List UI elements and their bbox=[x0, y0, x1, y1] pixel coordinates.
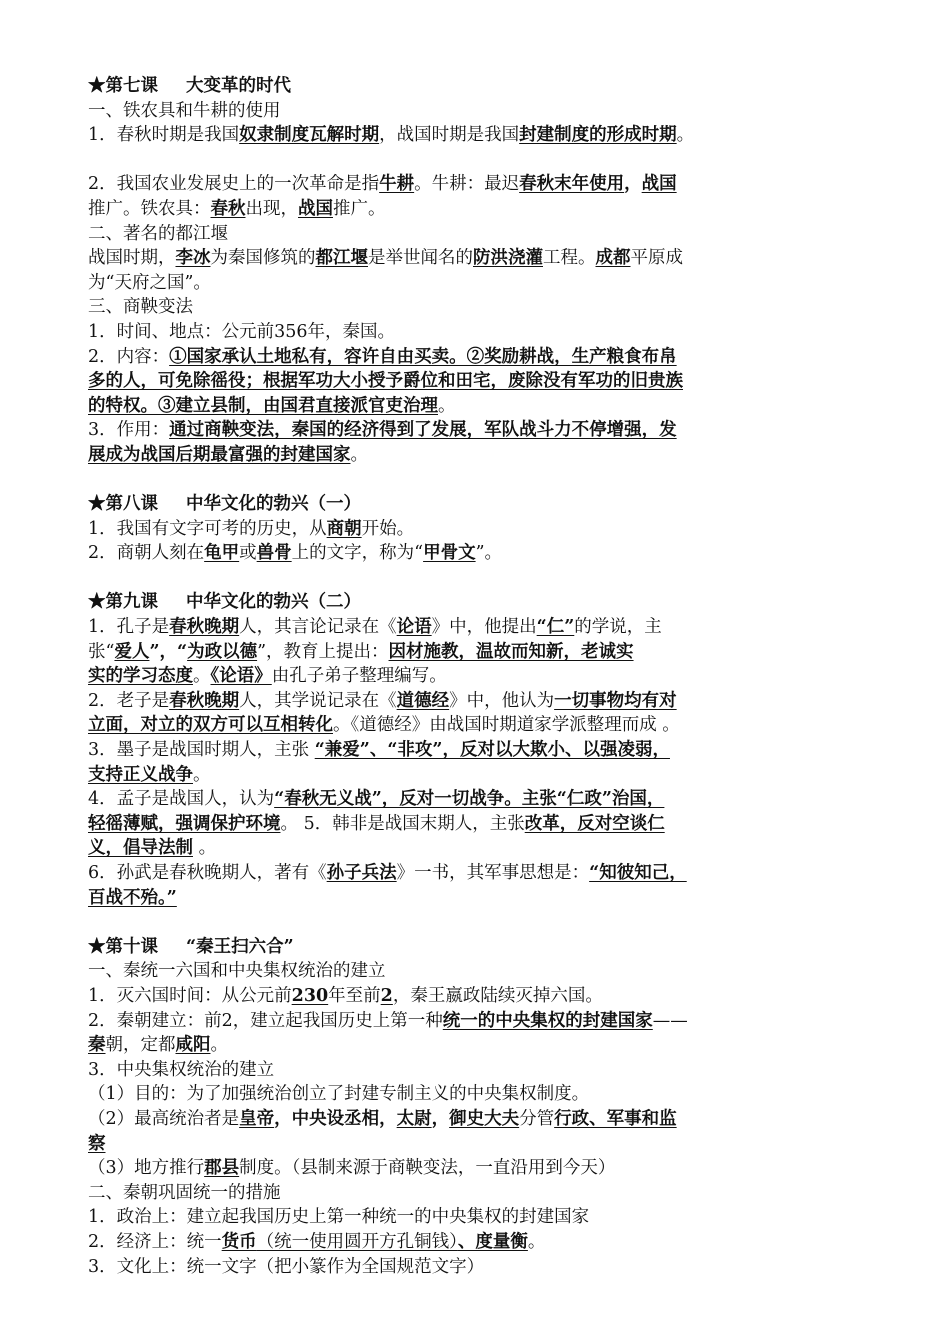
key-term: 孙子兵法 bbox=[326, 863, 397, 883]
text: 4．孟子是战国人，认为 bbox=[88, 789, 275, 810]
text: 。 bbox=[210, 1035, 228, 1056]
text: 年至前 bbox=[328, 985, 381, 1006]
lesson9-para-2-cont bbox=[88, 713, 878, 738]
text: 1．灭六国时间：从公元前 bbox=[88, 985, 292, 1006]
text: 出现， bbox=[245, 198, 298, 219]
text: 。 bbox=[527, 1231, 546, 1252]
lesson7-name: 大变革的时代 bbox=[186, 76, 291, 96]
lesson10-heading-1: 一、秦统一六国和中央集权统治的建立 bbox=[88, 961, 386, 982]
lesson9-para-5 bbox=[88, 861, 878, 886]
lesson9-para-5-cont bbox=[88, 886, 878, 911]
text: 朝，定都 bbox=[105, 1035, 176, 1056]
text: 1．我国有文字可考的历史，从 bbox=[88, 518, 327, 539]
text: ，秦王嬴政陆续灭掉六国。 bbox=[392, 985, 603, 1006]
lesson8-name: 中华文化的勃兴（一） bbox=[186, 494, 361, 515]
lesson10-para-7: 1．政治上：建立起我国历史上第一种统一的中央集权的封建国家 bbox=[88, 1207, 590, 1228]
lesson7-heading-3: 三、商鞅变法 bbox=[88, 297, 193, 318]
key-term: “仁” bbox=[536, 617, 575, 638]
lesson10-para-3: 3．中央集权统治的建立 bbox=[88, 1059, 275, 1080]
key-term: “知彼知己， bbox=[589, 863, 687, 883]
text: 3．作用： bbox=[88, 420, 170, 441]
lesson9-para-1-cont2 bbox=[88, 664, 878, 689]
key-term: 立面，对立的双方可以互相转化 bbox=[88, 715, 333, 736]
key-term: 都江堰 bbox=[315, 248, 368, 269]
lesson7-heading-1: 一、铁农具和牛耕的使用 bbox=[88, 100, 281, 121]
lesson10-heading-2: 二、秦朝巩固统一的措施 bbox=[88, 1182, 281, 1203]
key-term: 春秋末年使用 bbox=[519, 174, 625, 195]
lesson10-para-5-cont bbox=[88, 1132, 878, 1157]
lesson8-title bbox=[88, 492, 878, 517]
text: 平原成 bbox=[630, 248, 683, 269]
lesson9-number: ★第九课 bbox=[88, 592, 158, 613]
text: ”，教育上提出： bbox=[257, 641, 389, 662]
lesson7-para-1 bbox=[88, 123, 878, 148]
lesson9-para-4-cont2 bbox=[88, 836, 878, 861]
key-term: 爱人 bbox=[114, 641, 150, 662]
key-term: 封建制度的形成时期 bbox=[519, 125, 677, 146]
lesson10-name: “秦王扫六合” bbox=[186, 936, 294, 957]
key-term: 御史大夫 bbox=[449, 1108, 520, 1129]
lesson10-para-2 bbox=[88, 1009, 878, 1034]
text: 或 bbox=[239, 543, 257, 564]
key-term: 李冰 bbox=[175, 248, 211, 269]
key-term: 一切事物均有对 bbox=[554, 690, 677, 711]
key-term: 展成为战国后期最富强的封建国家 bbox=[88, 444, 351, 465]
text: 》中，他提出 bbox=[431, 617, 537, 638]
lesson7-para-2-cont bbox=[88, 197, 878, 222]
text: 上的文字，称为“ bbox=[291, 543, 424, 564]
text: 制度。（县制来源于商鞅变法，一直沿用到今天） bbox=[239, 1158, 616, 1179]
text: 》中，他认为 bbox=[449, 690, 555, 711]
lesson7-para-5-cont2 bbox=[88, 394, 878, 419]
lesson7-para-6-cont bbox=[88, 443, 878, 468]
lesson7-para-5 bbox=[88, 345, 878, 370]
key-term: 春秋 bbox=[210, 198, 246, 219]
lesson9-title bbox=[88, 590, 878, 615]
text: 张“ bbox=[88, 641, 115, 662]
key-term: 多的人，可免除徭役；根据军功大小授予爵位和田宅，废除没有军功的旧贵族 bbox=[88, 371, 683, 392]
text: 。牛耕：最迟 bbox=[414, 174, 520, 195]
text: 1．春秋时期是我国 bbox=[88, 125, 240, 146]
text: 2．商朝人刻在 bbox=[88, 543, 205, 564]
text: （3）地方推行 bbox=[88, 1158, 205, 1179]
lesson9-para-1 bbox=[88, 615, 878, 640]
underlined-text: （统一使用圆开方孔铜钱） bbox=[256, 1231, 458, 1252]
text: 2．老子是 bbox=[88, 690, 170, 711]
lesson7-para-2 bbox=[88, 172, 878, 197]
lesson7-para-3-cont: 为“天府之国”。 bbox=[88, 272, 211, 293]
lesson10-para-4: （1）目的：为了加强统治创立了封建专制主义的中央集权制度。 bbox=[88, 1084, 590, 1105]
key-term: 兽骨 bbox=[256, 543, 292, 564]
text: ， bbox=[624, 174, 642, 195]
text: ”。 bbox=[475, 543, 503, 564]
blank-line bbox=[88, 566, 878, 591]
document-page bbox=[88, 74, 878, 1279]
key-term: 义，倡导法制 bbox=[88, 838, 193, 859]
key-term: 轻徭薄赋，强调保护环境 bbox=[88, 813, 281, 834]
key-term: 为政以德 bbox=[187, 641, 258, 662]
key-term: 统一的中央集权的封建国家 bbox=[442, 1010, 653, 1031]
lesson9-para-4 bbox=[88, 787, 878, 812]
lesson10-para-5 bbox=[88, 1107, 878, 1132]
key-term: 春秋晚期 bbox=[169, 690, 240, 711]
key-term: 支持正义战争 bbox=[88, 764, 193, 785]
text: 推广。铁农具： bbox=[88, 198, 211, 219]
lesson8-para-1 bbox=[88, 517, 878, 542]
key-term: 春秋晚期 bbox=[169, 617, 240, 638]
lesson10-title bbox=[88, 935, 878, 960]
key-term: ①国家承认土地私有，容许自由买卖。②奖励耕战，生产粮食布帛 bbox=[169, 346, 677, 367]
lesson7-para-5-cont bbox=[88, 369, 878, 394]
blank-line bbox=[88, 148, 878, 173]
text: 3．墨子是战国时期人，主张 bbox=[88, 740, 315, 761]
text: 战国时期， bbox=[88, 248, 176, 269]
text: 推广。 bbox=[333, 198, 386, 219]
text: 为秦国修筑的 bbox=[210, 248, 316, 269]
text: 。 5．韩非是战国末期人，主张 bbox=[280, 813, 525, 834]
lesson9-para-3-cont bbox=[88, 763, 878, 788]
key-term: 通过商鞅变法，秦国的经济得到了发展，军队战斗力不停增强，发 bbox=[169, 420, 677, 441]
key-term: “兼爱”、“非攻”，反对以大欺小、以强凌弱， bbox=[314, 740, 670, 761]
key-term: 行政、军事和监 bbox=[554, 1108, 677, 1129]
text: 6．孙武是春秋晚期人，著有《 bbox=[88, 863, 327, 883]
key-term: 实的学习态度 bbox=[88, 666, 193, 687]
text: 。 bbox=[193, 838, 217, 859]
key-term: “春秋无义战”，反对一切战争。主张“仁政”治国， bbox=[274, 789, 665, 810]
text: 》一书，其军事思想是： bbox=[396, 863, 590, 883]
key-term: 的特权。③建立县制，由国君直接派官吏治理 bbox=[88, 395, 438, 416]
text: 。 bbox=[438, 395, 456, 416]
text: ，战国时期是我国 bbox=[379, 125, 520, 146]
key-term: 牛耕 bbox=[379, 174, 415, 195]
lesson7-title bbox=[88, 74, 878, 99]
text: —— bbox=[652, 1010, 688, 1031]
key-term: 成都 bbox=[595, 248, 631, 269]
key-term: 太尉 bbox=[396, 1108, 432, 1129]
key-term: 郡县 bbox=[204, 1158, 240, 1179]
key-term: 道德经 bbox=[396, 690, 450, 711]
key-term: 2 bbox=[380, 985, 393, 1006]
blank-line bbox=[88, 910, 878, 935]
key-term: 百战不殆。” bbox=[88, 887, 177, 908]
key-term: 《论语》 bbox=[210, 666, 272, 687]
key-term: 咸阳 bbox=[175, 1035, 211, 1056]
lesson9-para-1-cont bbox=[88, 640, 878, 665]
key-term: 甲骨文 bbox=[423, 543, 476, 564]
lesson9-name: 中华文化的勃兴（二） bbox=[186, 592, 361, 613]
text: 工程。 bbox=[543, 248, 596, 269]
key-term: 商朝 bbox=[326, 518, 362, 539]
key-term: 改革，反对空谈仁 bbox=[524, 813, 665, 834]
lesson10-para-8 bbox=[88, 1230, 878, 1255]
key-term: 龟甲 bbox=[204, 543, 240, 564]
text: （2）最高统治者是 bbox=[88, 1108, 240, 1129]
lesson7-para-6 bbox=[88, 418, 878, 443]
lesson7-para-3 bbox=[88, 246, 878, 271]
key-term: 论语 bbox=[396, 617, 432, 638]
text: 。《道德经》由战国时期道家学派整理而成 。 bbox=[333, 715, 680, 736]
text: 2．秦朝建立：前2，建立起我国历史上第一种 bbox=[88, 1010, 443, 1031]
text: 。 bbox=[350, 444, 368, 465]
lesson10-para-6 bbox=[88, 1156, 878, 1181]
text: 人，其言论记录在《 bbox=[239, 617, 397, 638]
lesson10-para-2-cont bbox=[88, 1033, 878, 1058]
blank-line bbox=[88, 468, 878, 493]
key-term: 、度量衡 bbox=[457, 1231, 528, 1252]
text: 分管 bbox=[519, 1108, 555, 1129]
lesson9-para-2 bbox=[88, 689, 878, 714]
lesson8-number: ★第八课 bbox=[88, 494, 158, 515]
text: ，中央设丞相， bbox=[274, 1108, 397, 1129]
text: 。 bbox=[193, 764, 211, 785]
key-term: 秦 bbox=[88, 1035, 106, 1056]
key-term: 战国 bbox=[298, 198, 333, 219]
text: 人，其学说记录在《 bbox=[239, 690, 397, 711]
text: 2．经济上：统一 bbox=[88, 1231, 222, 1252]
key-term: 皇帝 bbox=[239, 1108, 275, 1129]
key-term: 230 bbox=[291, 985, 329, 1006]
lesson10-para-1 bbox=[88, 984, 878, 1009]
lesson9-para-4-cont bbox=[88, 812, 878, 837]
lesson10-para-9: 3．文化上：统一文字（把小篆作为全国规范文字） bbox=[88, 1256, 485, 1277]
text: 的学说，主 bbox=[574, 617, 662, 638]
lesson7-heading-2: 二、著名的都江堰 bbox=[88, 223, 228, 244]
text: ， bbox=[431, 1108, 450, 1129]
lesson10-number: ★第十课 bbox=[88, 936, 158, 957]
lesson9-para-3 bbox=[88, 738, 878, 763]
text: 2．我国农业发展史上的一次革命是指 bbox=[88, 174, 380, 195]
text: 由孔子弟子整理编写。 bbox=[271, 666, 447, 687]
text: 。 bbox=[676, 125, 695, 146]
text: 1．孔子是 bbox=[88, 617, 170, 638]
key-term: 察 bbox=[88, 1133, 106, 1154]
text: 是举世闻名的 bbox=[368, 248, 473, 269]
key-term: 防洪浇灌 bbox=[473, 248, 543, 269]
text: ”，“ bbox=[149, 641, 188, 662]
lesson7-number: ★第七课 bbox=[88, 76, 158, 96]
text: 开始。 bbox=[361, 518, 415, 539]
text: 2．内容： bbox=[88, 346, 170, 367]
text: 。 bbox=[193, 666, 211, 687]
key-term: 货币 bbox=[221, 1231, 257, 1252]
key-term: 战国 bbox=[641, 174, 677, 195]
lesson7-para-4: 1．时间、地点：公元前356年，秦国。 bbox=[88, 321, 396, 342]
lesson8-para-2 bbox=[88, 541, 878, 566]
key-term: 奴隶制度瓦解时期 bbox=[239, 125, 380, 146]
key-term: 因材施教，温故而知新，老诚实 bbox=[388, 641, 634, 662]
